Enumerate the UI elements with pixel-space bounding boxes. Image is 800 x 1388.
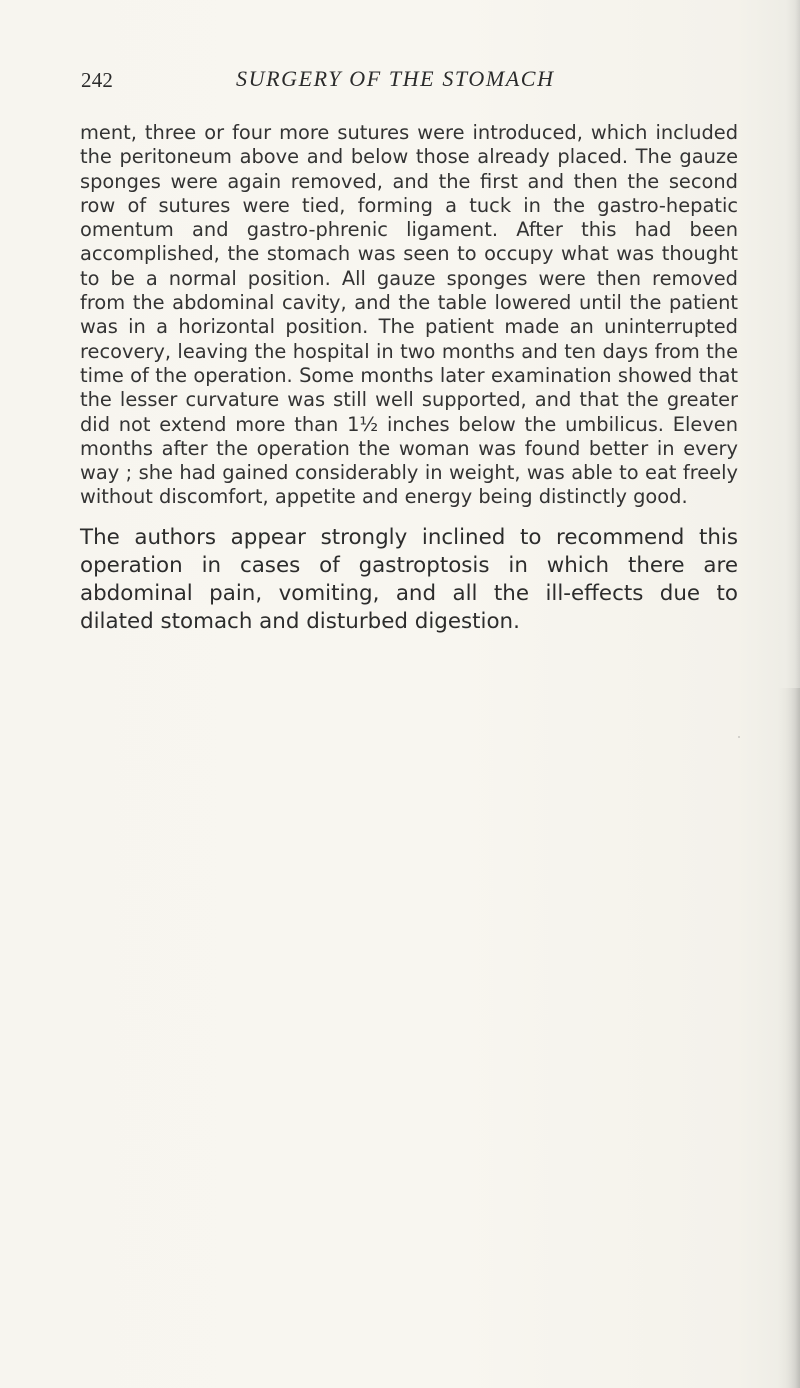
page-number: 242 xyxy=(81,68,114,92)
paragraph-conclusion: The authors appear strongly inclined to recommend this operation in cases of gastroptosis in which there are abdominal pain, vomiting, and all the ill-effects due to dilated stomach and disturbed digestion. xyxy=(80,524,738,635)
paragraph-case-report: ment, three or four more sutures were introduced, which included the peritoneum above and below those already placed. The gauze sponges were again removed, and the first and then the second row of sutures were tied, forming a tuck in the gastro-hepatic omentum and gastro-phrenic ligament. After this had been accomplished, the stomach was seen to occupy what was thought to be a normal position. All gauze sponges were then removed from the abdominal cavity, and the table lowered until the patient was in a horizontal position. The patient made an uninterrupted recovery, leaving the hospital in two months and ten days from the time of the operation. Some months later examination showed that the lesser curvature was still well supported, and that the greater did not extend more than 1½ inches below the umbilicus. Eleven months after the operation the woman was found better in every way ; she had gained considerably in weight, was able to eat freely without discomfort, appetite and energy being distinctly good. xyxy=(80,121,738,509)
body-text xyxy=(80,121,738,636)
running-head: SURGERY OF THE STOMACH xyxy=(236,66,555,91)
paper-speck xyxy=(738,736,740,738)
page-header xyxy=(0,66,800,102)
page-edge-shadow-lower xyxy=(778,688,800,1388)
